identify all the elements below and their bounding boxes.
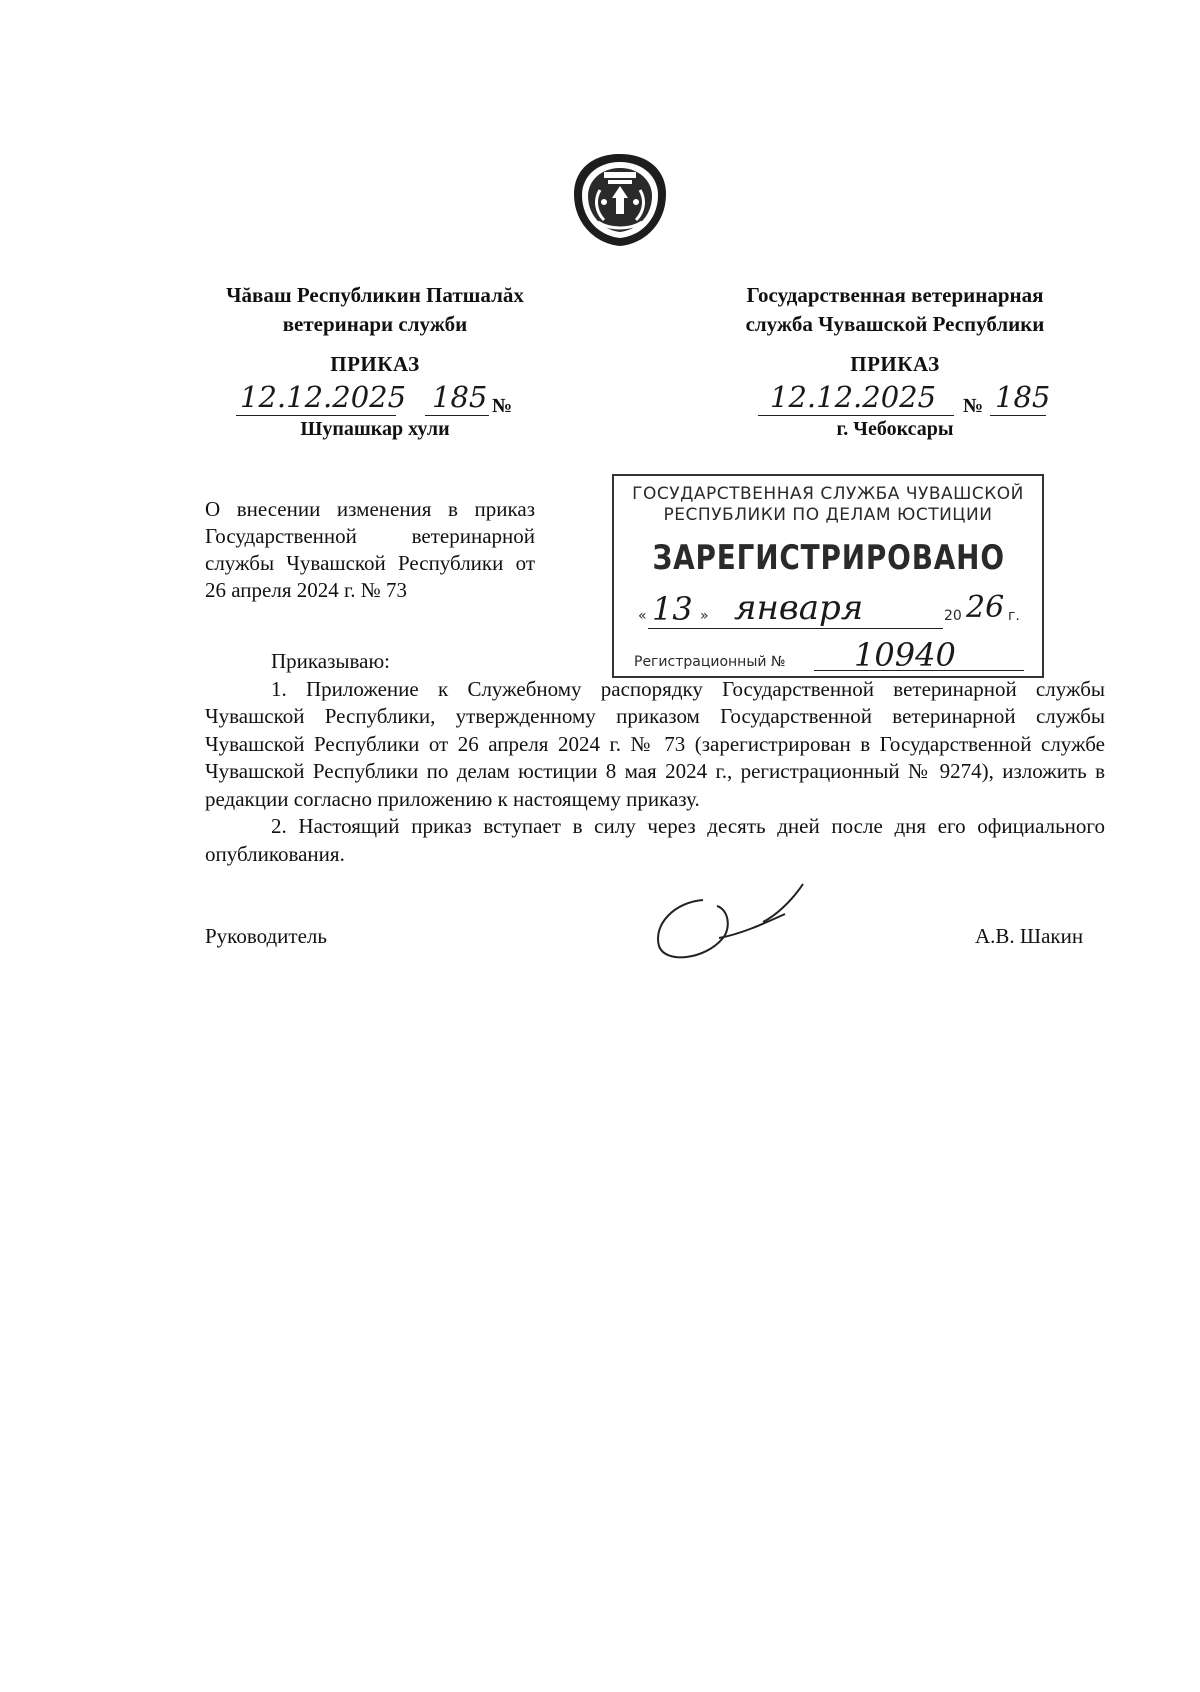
stamp-year-unit: г. bbox=[1008, 608, 1020, 624]
header-left-city: Шупашкар хули bbox=[300, 418, 450, 440]
header-left-org-line1: Чăваш Республикин Патшалăх bbox=[226, 283, 524, 307]
stamp-year-suffix: 26 bbox=[966, 590, 1005, 625]
header-right-number-sign: № bbox=[963, 395, 984, 417]
header-right-org-line2: служба Чувашской Республики bbox=[745, 312, 1045, 336]
header-right-city: г. Чебоксары bbox=[836, 418, 954, 440]
stamp-month: января bbox=[734, 588, 864, 628]
coat-of-arms-emblem bbox=[570, 150, 670, 250]
body-paragraph-1: 1. Приложение к Служебному распорядку Государственной ветеринарной службы Чувашской Республики, утвержденному приказом Государственной ветеринарной службы Чувашской Республики от 26 апреля 2024 г. № 73 (зарегистрирован в Государственной службе Чувашской Республики по делам юстиции 8 мая 2024 г., регистрационный № 9274), изложить в редакции согласно приложению к настоящему приказу. bbox=[205, 676, 1105, 811]
header-left-date: 12.12.2025 bbox=[240, 380, 407, 414]
document-body bbox=[205, 648, 1105, 868]
stamp-line1: ГОСУДАРСТВЕННАЯ СЛУЖБА ЧУВАШСКОЙ bbox=[632, 484, 1024, 504]
body-intro: Приказываю: bbox=[271, 649, 390, 673]
signature-position: Руководитель bbox=[205, 924, 327, 948]
stamp-status: ЗАРЕГИСТРИРОВАНО bbox=[652, 538, 1005, 578]
stamp-quote-open: « bbox=[638, 608, 647, 624]
header-right-org bbox=[715, 281, 1075, 339]
header-left-org bbox=[190, 281, 560, 339]
handwritten-signature bbox=[645, 880, 820, 970]
stamp-reg-number: 10940 bbox=[854, 636, 956, 674]
header-left-number-underline bbox=[425, 415, 489, 416]
stamp-day: 13 bbox=[652, 590, 693, 628]
header-right-number: 185 bbox=[995, 380, 1051, 414]
header-right-org-line1: Государственная ветеринарная bbox=[746, 283, 1044, 307]
stamp-year-prefix: 20 bbox=[944, 608, 962, 624]
signature-name: А.В. Шакин bbox=[975, 924, 1084, 948]
header-left-org-line2: ветеринари служби bbox=[282, 312, 468, 336]
stamp-date-underline bbox=[648, 628, 943, 629]
header-left-number: 185 bbox=[432, 380, 488, 414]
stamp-line2: РЕСПУБЛИКИ ПО ДЕЛАМ ЮСТИЦИИ bbox=[663, 505, 993, 525]
stamp-quote-close: » bbox=[700, 608, 709, 624]
body-paragraph-2: 2. Настоящий приказ вступает в силу через десять дней после дня его официального опубликования. bbox=[205, 814, 1105, 866]
header-left-number-sign: № bbox=[492, 395, 513, 417]
header-left-date-underline bbox=[236, 415, 396, 416]
header-right-number-underline bbox=[990, 415, 1046, 416]
stamp-date-row bbox=[634, 588, 1029, 634]
header-right-date: 12.12.2025 bbox=[770, 380, 937, 414]
header-right-doc-type: ПРИКАЗ bbox=[850, 352, 940, 376]
stamp-reg-label: Регистрационный № bbox=[634, 654, 786, 670]
header-left-doc-type: ПРИКАЗ bbox=[330, 352, 420, 376]
header-right-date-underline bbox=[758, 415, 954, 416]
document-subject: О внесении изменения в приказ Государственной ветеринарной службы Чувашской Республики от 26 апреля 2024 г. № 73 bbox=[205, 497, 535, 602]
